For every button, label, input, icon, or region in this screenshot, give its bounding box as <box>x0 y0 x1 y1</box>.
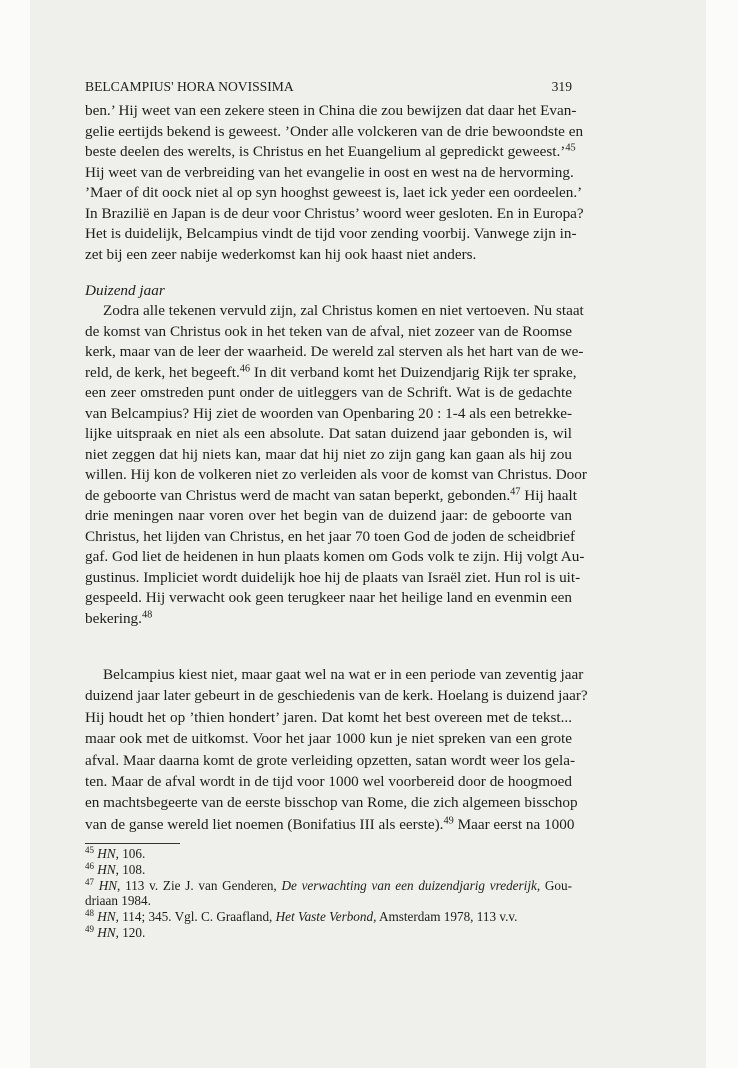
text-run: HN <box>97 862 116 877</box>
text-run: HN <box>97 909 116 924</box>
footnote-reference: 48 <box>85 908 94 919</box>
footnote-line <box>85 893 572 908</box>
footnote-reference: 47 <box>85 877 94 888</box>
text-run: maar ook met de uitkomst. Voor het jaar 1000 kun je niet spreken van een grote <box>85 730 572 748</box>
body-line <box>85 164 572 182</box>
text-run: gustinus. Impliciet wordt duidelijk hoe hij de plaats van Israël ziet. Hun rol is uit- <box>85 568 581 586</box>
body-line <box>103 666 584 684</box>
text-run: ben.’ Hij weet van een zekere steen in China die zou bewijzen dat daar het Evan- <box>85 102 577 119</box>
footnote-reference: 45 <box>565 142 576 154</box>
footnote-reference: 49 <box>443 815 454 827</box>
text-run: HN <box>97 925 116 940</box>
text-run: Het Vaste Verbond <box>275 909 374 924</box>
text-run: Belcampius kiest niet, maar gaat wel na wat er in een periode van zeventig jaar <box>103 666 584 683</box>
text-run: Maar eerst na 1000 <box>453 815 575 833</box>
footnote-reference: 48 <box>141 608 153 620</box>
body-line <box>103 302 584 320</box>
body-line <box>85 751 576 770</box>
text-run: Christus, het lijden van Christus, en het jaar 70 toen God de joden de scheidbrief <box>85 527 576 545</box>
text-run: van Belcampius? Hij ziet de woorden van Openbaring 20 : 1-4 als een betrekke- <box>85 404 573 422</box>
footnote-line <box>85 925 572 940</box>
text-run: , Amsterdam 1978, 113 v.v. <box>373 909 518 924</box>
body-line <box>85 709 572 727</box>
running-title: BELCAMPIUS' HORA NOVISSIMA <box>85 79 294 94</box>
footnote-line <box>85 846 572 861</box>
text-run: , 120. <box>115 925 146 940</box>
body-line <box>85 343 584 361</box>
body-line <box>85 773 572 791</box>
text-run: van de ganse wereld liet noemen (Bonifatius III als eerste). <box>85 815 444 833</box>
footnote-reference: 45 <box>85 845 94 856</box>
body-line <box>85 548 585 566</box>
text-run: de geboorte van Christus werd de macht van satan beperkt, gebonden. <box>85 486 511 504</box>
body-line <box>85 610 572 628</box>
text-run: , 113 v. Zie J. van Genderen, <box>117 878 282 893</box>
body-line <box>85 204 584 223</box>
text-run: lijke uitspraak en niet als een absolute. Dat satan duizend jaar gebonden is, wil <box>85 425 572 442</box>
body-line <box>85 246 572 264</box>
body-line <box>85 485 577 505</box>
body-line <box>85 405 572 423</box>
footnote-line <box>85 862 572 877</box>
text-run: gaf. God liet de heidenen in hun plaats komen om Gods volk te zijn. Hij volgt Au- <box>85 548 585 565</box>
text-run: Hij houdt het op ’thien hondert’ jaren. Dat komt het best overeen met de tekst... <box>85 708 572 726</box>
body-line <box>85 102 577 120</box>
text-run: In Brazilië en Japan is de deur voor Christus’ woord weer gesloten. En in Europa? <box>85 204 584 222</box>
text-run: In dit verband komt het Duizendjarig Rijk ter sprake, <box>250 363 577 381</box>
body-line <box>85 323 572 341</box>
footnote-reference: 46 <box>85 861 94 872</box>
text-run: , Gou- <box>536 878 573 893</box>
text-run: Zodra alle tekenen vervuld zijn, zal Christus komen en niet vertoeven. Nu staat <box>103 302 584 319</box>
footnote-line <box>85 909 572 924</box>
body-line <box>85 225 577 243</box>
text-run: driaan 1984. <box>85 893 151 908</box>
text-run: ’Maer of dit oock niet al op syn hooghst geweest is, laet ick yeder een oordeelen.’ <box>85 184 583 201</box>
text-run: willen. Hij kon de volkeren niet zo verleiden als voor de komst van Christus. Door <box>85 466 587 483</box>
text-run: drie meningen naar voren over het begin van de duizend jaar: de geboorte van <box>85 507 572 524</box>
text-run: Het is duidelijk, Belcampius vindt de tijd voor zending voorbij. Vanwege zijn in- <box>85 225 577 242</box>
footnote-divider <box>85 843 180 844</box>
body-line <box>85 527 576 546</box>
text-run: reld, de kerk, het begeeft. <box>85 363 240 381</box>
body-line <box>85 815 575 834</box>
footnote-reference: 46 <box>239 362 251 374</box>
footnote-reference: 49 <box>85 924 94 935</box>
section-heading <box>85 282 572 300</box>
running-header <box>85 79 572 95</box>
body-line <box>85 425 572 443</box>
text-run: gespeeld. Hij verwacht ook geen terugkeer naar het heilige land en evenmin een <box>85 589 572 606</box>
text-run: , 108. <box>115 862 146 877</box>
text-run: en machtsbegeerte van de eerste bisschop van Rome, die zich algemeen bisschop <box>85 794 578 812</box>
text-run: ten. Maar de afval wordt in de tijd voor 1000 wel voorbereid door de hoogmoed <box>85 773 572 790</box>
text-run: Hij weet van de verbreiding van het evangelie in oost en west na de hervorming. <box>85 163 574 181</box>
text-run: een zeer omstreden punt onder de uitleggers van de Schrift. Wat is de gedachte <box>85 384 572 401</box>
text-run: Duizend jaar <box>85 282 165 299</box>
body-line <box>85 446 572 464</box>
body-line <box>85 730 572 748</box>
text-run: niet zeggen dat hij niets kan, maar dat hij niet zo zijn gang kan gaan als hij zou <box>85 445 572 463</box>
body-line <box>85 122 584 141</box>
body-line <box>85 589 572 607</box>
page-number: 319 <box>551 79 572 94</box>
footnote-line <box>85 878 572 893</box>
text-run: HN <box>98 878 118 893</box>
body-line <box>85 794 578 812</box>
text-run: Hij haalt <box>520 486 577 504</box>
body-line <box>85 507 572 525</box>
body-line <box>85 687 588 705</box>
body-line <box>85 184 583 202</box>
body-line <box>85 142 576 161</box>
body-line <box>85 466 587 484</box>
text-run: , 114; 345. Vgl. C. Graafland, <box>115 909 276 924</box>
footnote-reference: 47 <box>510 485 521 497</box>
text-run: , 106. <box>115 846 146 861</box>
text-run: kerk, maar van de leer der waarheid. De wereld zal sterven als het hart van de we- <box>85 343 584 360</box>
text-run: bekering. <box>85 609 142 627</box>
text-run: HN <box>97 846 116 861</box>
text-run: beste deelen des werelts, is Christus en het Euangelium al gepredickt geweest.’ <box>85 143 566 160</box>
text-run: De verwachting van een duizendjarig vrederijk <box>281 878 537 893</box>
body-line <box>85 362 577 382</box>
text-run: zet bij een zeer nabije wederkomst kan hij ook haast niet anders. <box>85 245 477 263</box>
text-run: duizend jaar later gebeurt in de geschiedenis van de kerk. Hoelang is duizend jaar? <box>85 687 588 705</box>
text-run: de komst van Christus ook in het teken van de afval, niet zozeer van de Roomse <box>85 322 572 340</box>
text-run: afval. Maar daarna komt de grote verleiding opzetten, satan wordt weer los gela- <box>85 751 576 769</box>
text-run: gelie eertijds bekend is geweest. ’Onder alle volckeren van de drie bewoondste en <box>85 122 584 140</box>
body-line <box>85 568 581 587</box>
body-line <box>85 384 572 402</box>
